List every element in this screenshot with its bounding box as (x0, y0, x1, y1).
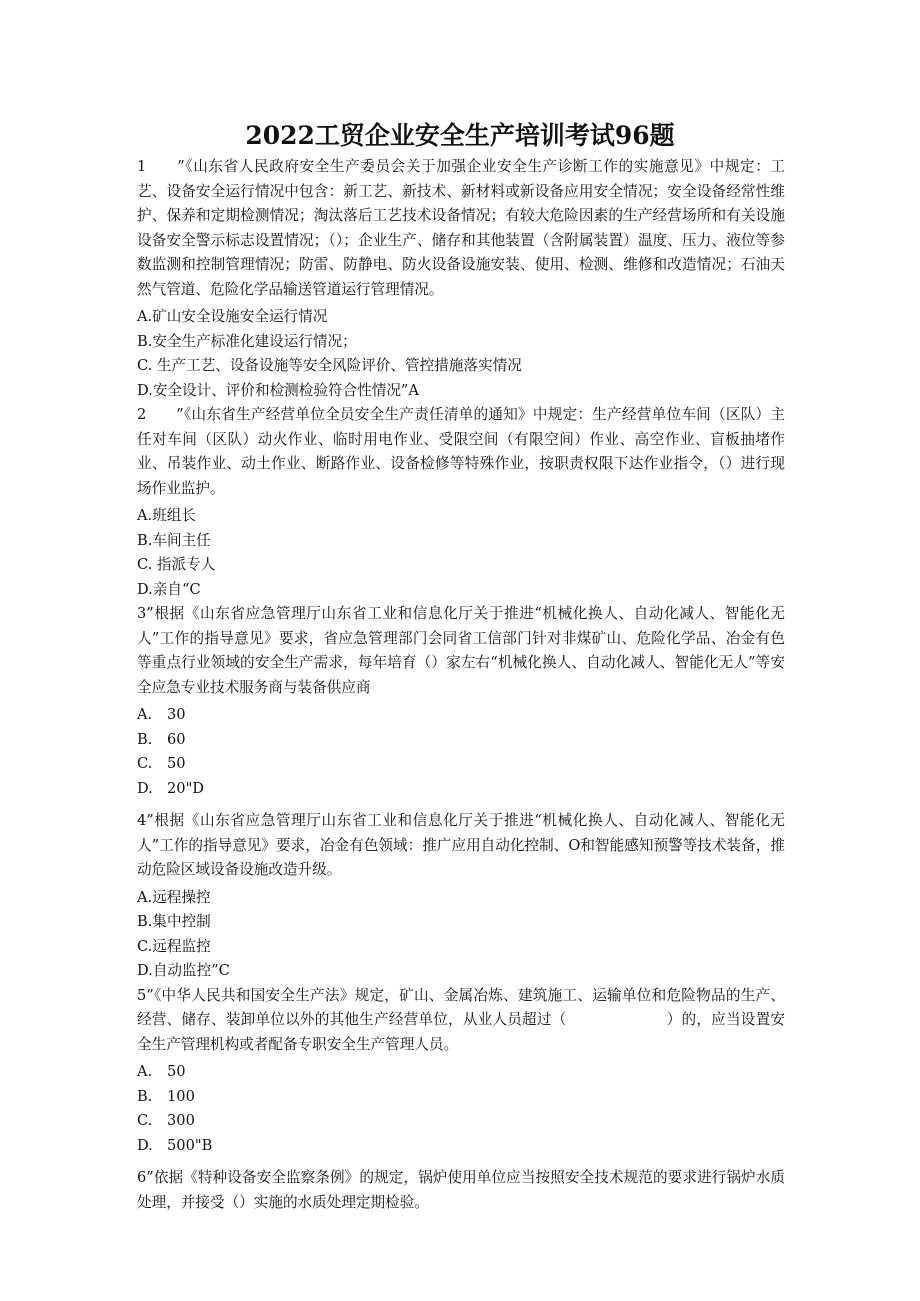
question-3 (137, 602, 785, 801)
option-d: D.自动监控”C (137, 962, 230, 979)
question-5 (137, 984, 785, 1159)
option-a: A.远程操控 (137, 888, 211, 906)
question-text: 6”依据《特种设备安全监察条例》的规定，锅炉使用单位应当按照安全技术规范的要求进行锅炉水质处理，并接受（）实施的水质处理定期检验。 (137, 1169, 785, 1211)
question-text: 1 ”《山东省人民政府安全生产委员会关于加强企业安全生产诊断工作的实施意见》中规定：工艺、设备安全运行情况中包含：新工艺、新技术、新材料或新设备应用安全情况；安全设备经常性维护、保养和定期检测情况；淘汰落后工艺技术设备情况；有较大危险因素的生产经营场所和有关设施设备安全警示标志设置情况；（）；企业生产、储存和其他装置（含附属装置）温度、压力、液位等参数监测和控制管理情况；防雷、防静电、防火设备设施安装、使用、检测、维修和改造情况；石油天然气管道、危险化学品输送管道运行管理情况。 (137, 158, 785, 298)
option-b: B.安全生产标准化建设运行情况； (137, 332, 357, 350)
option-c: C. 300 (137, 1112, 195, 1129)
question-text: 2 ”《山东省生产经营单位全员安全生产责任清单的通知》中规定：生产经营单位车间（区队）主任对车间（区队）动火作业、临时用电作业、受限空间（有限空间）作业、高空作业、盲板抽堵作业、吊装作业、动土作业、断路作业、设备检修等特殊作业，按职责权限下达作业指令，（）进行现场作业监护。 (137, 406, 785, 497)
option-a: A. 50 (137, 1063, 186, 1080)
option-b: B.车间主任 (137, 531, 211, 549)
option-d: D. 500"B (137, 1136, 213, 1154)
option-d: D.亲自“C (137, 580, 201, 598)
question-text: 3”根据《山东省应急管理厅山东省工业和信息化厅关于推进“机械化换人、自动化减人、智能化无人”工作的指导意见》要求，省应急管理部门会同省工信部门针对非煤矿山、危险化学品、冶金有色等重点行业领域的安全生产需求，每年培育（）家左右“机械化换人、自动化减人、智能化无人”等安全应急专业技术服务商与装备供应商 (137, 605, 785, 696)
document-title: 2022工贸企业安全生产培训考试96题 (245, 121, 675, 150)
option-b: B. 60 (137, 730, 186, 748)
option-c: C. 生产工艺、设备设施等安全风险评价、管控措施落实情况 (137, 357, 522, 374)
option-d: D. 20"D (137, 779, 204, 797)
option-a: A.班组长 (137, 507, 196, 524)
question-text: 5”《中华人民共和国安全生产法》规定，矿山、金属冶炼、建筑施工、运输单位和危险物品的生产、经营、储存、装卸单位以外的其他生产经营单位，从业人员超过（ ）的，应当设置安全生产管理机构或者配备专职安全生产管理人员。 (137, 986, 785, 1053)
option-b: B. 100 (137, 1087, 195, 1105)
question-6 (137, 1166, 785, 1215)
option-c: C. 50 (137, 755, 186, 772)
question-1 (137, 155, 785, 403)
option-d: D.安全设计、评价和检测检验符合性情况”A (137, 381, 419, 399)
option-c: C. 指派专人 (137, 556, 216, 573)
question-list (137, 155, 785, 1215)
option-a: A. 30 (137, 706, 186, 723)
question-4 (137, 809, 785, 984)
question-text: 4”根据《山东省应急管理厅山东省工业和信息化厅关于推进“机械化换人、自动化减人、智能化无人”工作的指导意见》要求，冶金有色领域：推广应用自动化控制、O和智能感知预警等技术装备，推动危险区域设备设施改造升级。 (137, 812, 785, 878)
question-2 (137, 403, 785, 602)
option-c: C.远程监控 (137, 937, 211, 955)
option-a: A.矿山安全设施安全运行情况 (137, 308, 328, 325)
option-b: B.集中控制 (137, 913, 211, 930)
